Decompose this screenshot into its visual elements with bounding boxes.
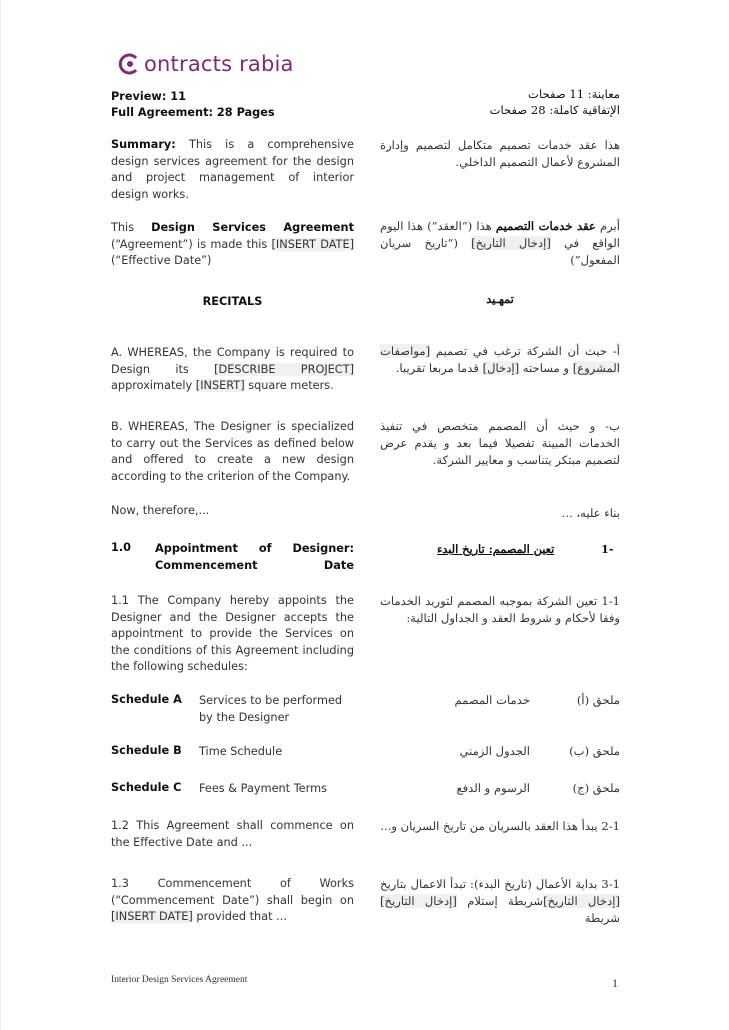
intro-ar-part: هذا (“العقد”) هذا اليوم الواقع في — [380, 219, 620, 250]
schedule-b-key: Schedule B — [111, 744, 182, 757]
intro-en-part: This — [111, 221, 152, 234]
schedule-a-ar — [380, 693, 620, 707]
schedule-c-key: Schedule C — [111, 781, 182, 794]
recital-a-en-part: A. WHEREAS, the Company is required to Design its — [111, 346, 354, 376]
schedule-a-value-ar: خدمات المصمم — [454, 693, 530, 707]
clause-1-3-ar — [380, 876, 620, 927]
commencement-date-placeholder: [INSERT DATE] — [111, 910, 193, 923]
clause-1-3-en — [111, 876, 354, 926]
insert-area-placeholder: [INSERT] — [195, 379, 245, 392]
schedule-a-value: Services to be performed by the Designer — [199, 694, 343, 724]
recital-b-en: B. WHEREAS, The Designer is specialized to carry out the Services as defined below and offered to create a new design according to the criterion of the Company. — [111, 420, 354, 483]
recital-b-ar: ب- و حيث أن المصمم متخصص في تنفيذ الخدمات المبينة تفصيلا فيما بعد و يقدم عرض لتصميم مبتكر يتناسب و معايير الشركة. — [380, 419, 620, 467]
project-spec-placeholder-ar: [مواصفات المشروع] — [380, 344, 620, 375]
preview-info-en — [111, 89, 275, 121]
recital-a-en-part: approximately — [111, 379, 196, 392]
clause-1-1-ar: 1-1 تعين الشركة بموجبه المصمم لتوريد الخدمات وفقا لأحكام و شروط العقد و الجداول التالية: — [380, 594, 620, 625]
preview-pages-en: Preview: 11 — [111, 90, 187, 103]
intro-en — [111, 220, 354, 270]
schedule-a-key: Schedule A — [111, 693, 182, 706]
agreement-name-en: Design Services Agreement — [151, 221, 354, 234]
recital-a-ar-part: و مساحته — [519, 361, 573, 375]
recitals-heading-ar: تمهـيد — [486, 292, 514, 306]
preview-pages-ar: معاينة: 11 صفحات — [528, 87, 620, 101]
summary-label: Summary: — [111, 138, 176, 151]
full-agreement-pages-ar: الإتفاقية كاملة: 28 صفحات — [489, 103, 620, 117]
recital-a-en — [111, 345, 354, 395]
insert-date-en: [INSERT DATE] — [271, 237, 354, 251]
section-1-number: 1.0 — [111, 541, 132, 554]
recital-a-ar-part: أ- حيث أن الشركة ترغب في تصميم — [430, 344, 620, 358]
clause-1-3-en-part: provided that ... — [192, 910, 287, 923]
schedule-c-ar — [380, 781, 620, 795]
recital-a-ar — [380, 343, 620, 377]
preview-info-ar — [490, 86, 620, 118]
clause-1-1-en: 1.1 The Company hereby appoints the Designer and the Designer accepts the appointment to provide the Services on the conditions of this Agreement including the following schedules: — [111, 594, 354, 673]
intro-ar-part: أبرم — [595, 219, 620, 233]
clause-1-3-ar-part: 3-1 بداية الأعمال (تاريخ البدء): تبدأ الاعمال بتاريخ — [380, 877, 620, 891]
intro-en-part: (“Agreement”) is made this — [111, 237, 272, 251]
section-1-title-ar: تعين المصمم: تاريخ البدء — [437, 542, 555, 556]
logo-text: ontracts rabia — [144, 52, 294, 76]
insert-date-placeholder-ar: [إدخال التاريخ] — [543, 894, 620, 908]
full-agreement-pages-en: Full Agreement: 28 Pages — [111, 106, 275, 119]
intro-ar-part: (“تاريخ سريان المفعول”) — [380, 236, 620, 267]
schedule-c-value-ar: الرسوم و الدفع — [456, 781, 530, 795]
recitals-heading-en: RECITALS — [202, 295, 263, 308]
clause-1-3-en-part: 1.3 Commencement of Works (“Commencement Date”) shall begin on — [111, 877, 354, 907]
agreement-name-ar: عقد خدمات التصميم — [495, 219, 596, 233]
clause-1-3-ar-part: شريطة — [584, 911, 620, 925]
insert-area-placeholder-ar: [إدخال] — [482, 361, 520, 375]
now-therefore-ar: بناء عليه، ... — [561, 506, 620, 520]
schedule-b-ar — [380, 744, 620, 758]
intro-en-part: (“Effective Date”) — [111, 254, 212, 267]
summary-ar: هذا عقد خدمات تصميم متكامل لتصميم وإدارة المشروع لأعمال التصميم الداخلي. — [380, 138, 620, 169]
describe-project-placeholder: [DESCRIBE PROJECT] — [214, 362, 354, 376]
schedule-c-label-ar: ملحق (ج) — [572, 781, 620, 795]
schedule-b-value: Time Schedule — [199, 745, 283, 758]
insert-date-ar: [إدخال التاريخ] — [471, 236, 551, 250]
recital-a-en-part: square meters. — [244, 379, 334, 392]
recital-a-ar-part: قدما مربعا تقريبا. — [395, 361, 483, 375]
footer-page-number: 1 — [612, 976, 618, 990]
schedule-b-value-ar: الجدول الزمني — [459, 744, 530, 758]
schedule-c-value: Fees & Payment Terms — [199, 782, 327, 795]
clause-1-2-en: 1.2 This Agreement shall commence on the Effective Date and ... — [111, 819, 354, 849]
summary-en — [111, 137, 354, 203]
section-1-title: Appointment of Designer: Commencement Date — [155, 542, 354, 572]
footer-document-title: Interior Design Services Agreement — [111, 975, 248, 985]
insert-date-placeholder-ar-2: [إدخال التاريخ] — [380, 894, 457, 908]
summary-text-en: This is a comprehensive design services agreement for the design and project management of interior design works. — [111, 138, 354, 201]
intro-ar — [380, 218, 620, 269]
schedule-a-label-ar: ملحق (أ) — [576, 693, 620, 707]
logo-c-mark-icon — [117, 51, 143, 77]
clause-1-2-ar: 2-1 يبدأ هذا العقد بالسريان من تاريخ السريان و... — [380, 819, 620, 833]
contracts-arabia-logo — [117, 44, 294, 84]
clause-1-3-ar-part: شريطة إستلام — [456, 894, 544, 908]
section-1-number-ar: 1- — [601, 542, 614, 556]
schedule-b-label-ar: ملحق (ب) — [569, 744, 620, 758]
now-therefore-en: Now, therefore,... — [111, 504, 210, 517]
